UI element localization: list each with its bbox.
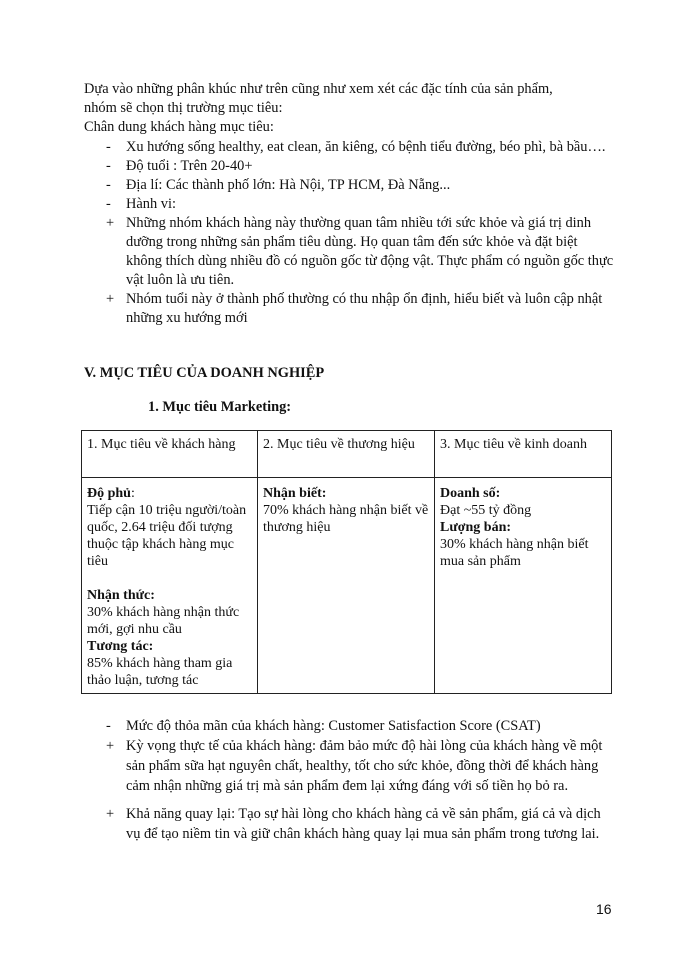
list-item-text: Những nhóm khách hàng này thường quan tâm nhiều tới sức khỏe và giá trị dinh dưỡng trong những sản phẩm tiêu dùng. Họ quan tâm đến sức khỏe và đặt biệt không thích dùng nhiều đồ có nguồn gốc từ động vật. Thực phẩm có nguồn gốc thực vật luôn là ưu tiên. bbox=[126, 215, 614, 288]
reach-colon: : bbox=[130, 486, 135, 501]
list-item-text: Kỳ vọng thực tế của khách hàng: đảm bảo mức độ hài lòng của khách hàng về một sản phẩm sữa hạt nguyên chất, healthy, tốt cho sức khỏe, đồng thời để khách hàng cảm nhận những giá trị mà sản phẩm đem lại xứng đáng với số tiền họ bỏ ra. bbox=[126, 738, 603, 794]
awareness-label: Nhận thức: bbox=[87, 588, 155, 603]
subsection-heading: 1. Mục tiêu Marketing: bbox=[148, 399, 292, 415]
table-row bbox=[82, 478, 612, 694]
bullet-marker: - bbox=[106, 196, 111, 212]
volume-label: Lượng bán: bbox=[440, 520, 512, 535]
bullet-marker: - bbox=[106, 139, 111, 155]
list-item bbox=[84, 157, 614, 176]
recognition-label: Nhận biết: bbox=[263, 486, 327, 501]
list-item bbox=[84, 804, 614, 844]
bullet-marker: - bbox=[106, 718, 111, 734]
column-header-customer: 1. Mục tiêu về khách hàng bbox=[82, 431, 258, 478]
list-item-text: Xu hướng sống healthy, eat clean, ăn kiêng, có bệnh tiểu đường, béo phì, bà bầu…. bbox=[126, 139, 606, 155]
list-item bbox=[84, 195, 614, 214]
list-item-text: Nhóm tuổi này ở thành phố thường có thu nhập ổn định, hiểu biết và luôn cập nhật những xu hướng mới bbox=[126, 291, 603, 326]
section-heading: V. MỤC TIÊU CỦA DOANH NGHIỆP bbox=[84, 365, 325, 381]
interaction-label: Tương tác: bbox=[87, 639, 154, 654]
list-item-text: Khả năng quay lại: Tạo sự hài lòng cho khách hàng cả về sản phẩm, giá cả và dịch vụ để tạo niềm tin và giữ chân khách hàng quay lại mua sản phẩm trong tương lai. bbox=[126, 806, 601, 842]
list-item bbox=[84, 290, 614, 328]
intro-paragraph bbox=[84, 80, 604, 137]
page-number: 16 bbox=[596, 901, 612, 917]
intro-line-3: Chân dung khách hàng mục tiêu: bbox=[84, 119, 274, 135]
list-item-text: Độ tuổi : Trên 20-40+ bbox=[126, 158, 253, 174]
recognition-text: 70% khách hàng nhận biết về thương hiệu bbox=[263, 503, 429, 535]
bullet-marker: - bbox=[106, 158, 111, 174]
column-header-brand: 2. Mục tiêu về thương hiệu bbox=[258, 431, 435, 478]
customer-profile-list bbox=[84, 138, 614, 328]
table-header-row bbox=[82, 431, 612, 478]
intro-line-2: nhóm sẽ chọn thị trường mục tiêu: bbox=[84, 100, 283, 116]
brand-objectives-cell bbox=[258, 478, 435, 694]
marketing-objectives-table bbox=[81, 430, 612, 694]
list-item bbox=[84, 214, 614, 290]
awareness-text: 30% khách hàng nhận thức mới, gợi nhu cầu bbox=[87, 605, 240, 637]
list-item bbox=[84, 716, 614, 736]
list-item-text: Địa lí: Các thành phố lớn: Hà Nội, TP HCM, Đà Nẵng... bbox=[126, 177, 451, 193]
bullet-marker: + bbox=[106, 806, 115, 822]
bullet-marker: + bbox=[106, 291, 115, 307]
bullet-marker: + bbox=[106, 738, 115, 754]
revenue-label: Doanh số: bbox=[440, 486, 501, 501]
list-item bbox=[84, 138, 614, 157]
list-item-text: Mức độ thỏa mãn của khách hàng: Customer Satisfaction Score (CSAT) bbox=[126, 718, 541, 734]
bullet-marker: + bbox=[106, 215, 115, 231]
volume-text: 30% khách hàng nhận biết mua sản phẩm bbox=[440, 537, 589, 569]
list-item-text: Hành vi: bbox=[126, 196, 176, 212]
revenue-text: Đạt ~55 tỷ đồng bbox=[440, 503, 532, 518]
reach-label: Độ phủ bbox=[87, 486, 131, 501]
business-objectives-cell bbox=[435, 478, 612, 694]
interaction-text: 85% khách hàng tham gia thảo luận, tương tác bbox=[87, 656, 233, 688]
csat-list bbox=[84, 716, 614, 844]
column-header-business: 3. Mục tiêu về kinh doanh bbox=[435, 431, 612, 478]
bullet-marker: - bbox=[106, 177, 111, 193]
customer-objectives-cell bbox=[82, 478, 258, 694]
list-item bbox=[84, 736, 614, 796]
reach-text: Tiếp cận 10 triệu người/toàn quốc, 2.64 triệu đối tượng thuộc tập khách hàng mục tiêu bbox=[87, 503, 247, 569]
intro-line-1: Dựa vào những phân khúc như trên cũng như xem xét các đặc tính của sản phẩm, bbox=[84, 81, 553, 97]
list-item bbox=[84, 176, 614, 195]
